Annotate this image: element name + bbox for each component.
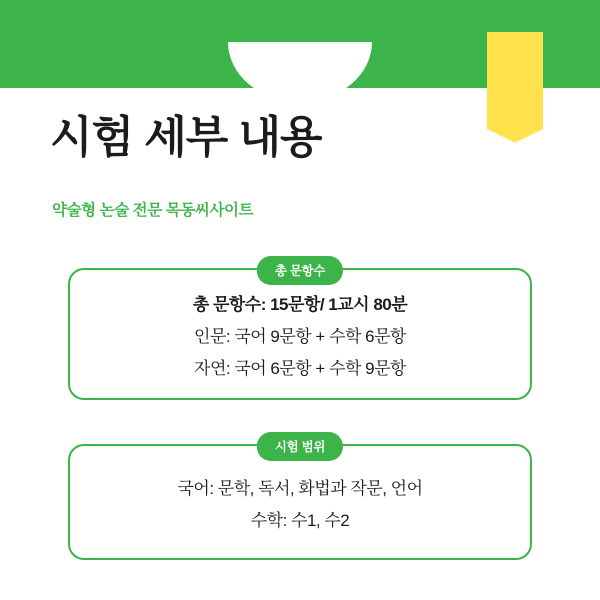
section-body bbox=[70, 270, 530, 398]
page-title: 시험 세부 내용 bbox=[50, 113, 322, 162]
section-total-questions bbox=[68, 264, 532, 400]
section-line: 인문: 국어 9문항 + 수학 6문항 bbox=[194, 326, 406, 346]
section-body bbox=[70, 446, 530, 558]
page-subtitle: 약술형 논술 전문 목동씨사이트 bbox=[52, 202, 254, 219]
section-line: 수학: 수1, 수2 bbox=[250, 510, 350, 530]
section-label: 총 문항수 bbox=[257, 256, 343, 285]
section-exam-scope bbox=[68, 440, 532, 560]
section-line: 총 문항수: 15문항/ 1교시 80분 bbox=[192, 294, 408, 314]
bookmark-ribbon-icon bbox=[487, 32, 543, 150]
section-label: 시험 범위 bbox=[257, 432, 343, 461]
banner-notch-shape bbox=[228, 42, 372, 102]
section-line: 자연: 국어 6문항 + 수학 9문항 bbox=[194, 358, 406, 378]
section-line: 국어: 문학, 독서, 화법과 작문, 언어 bbox=[177, 478, 423, 498]
